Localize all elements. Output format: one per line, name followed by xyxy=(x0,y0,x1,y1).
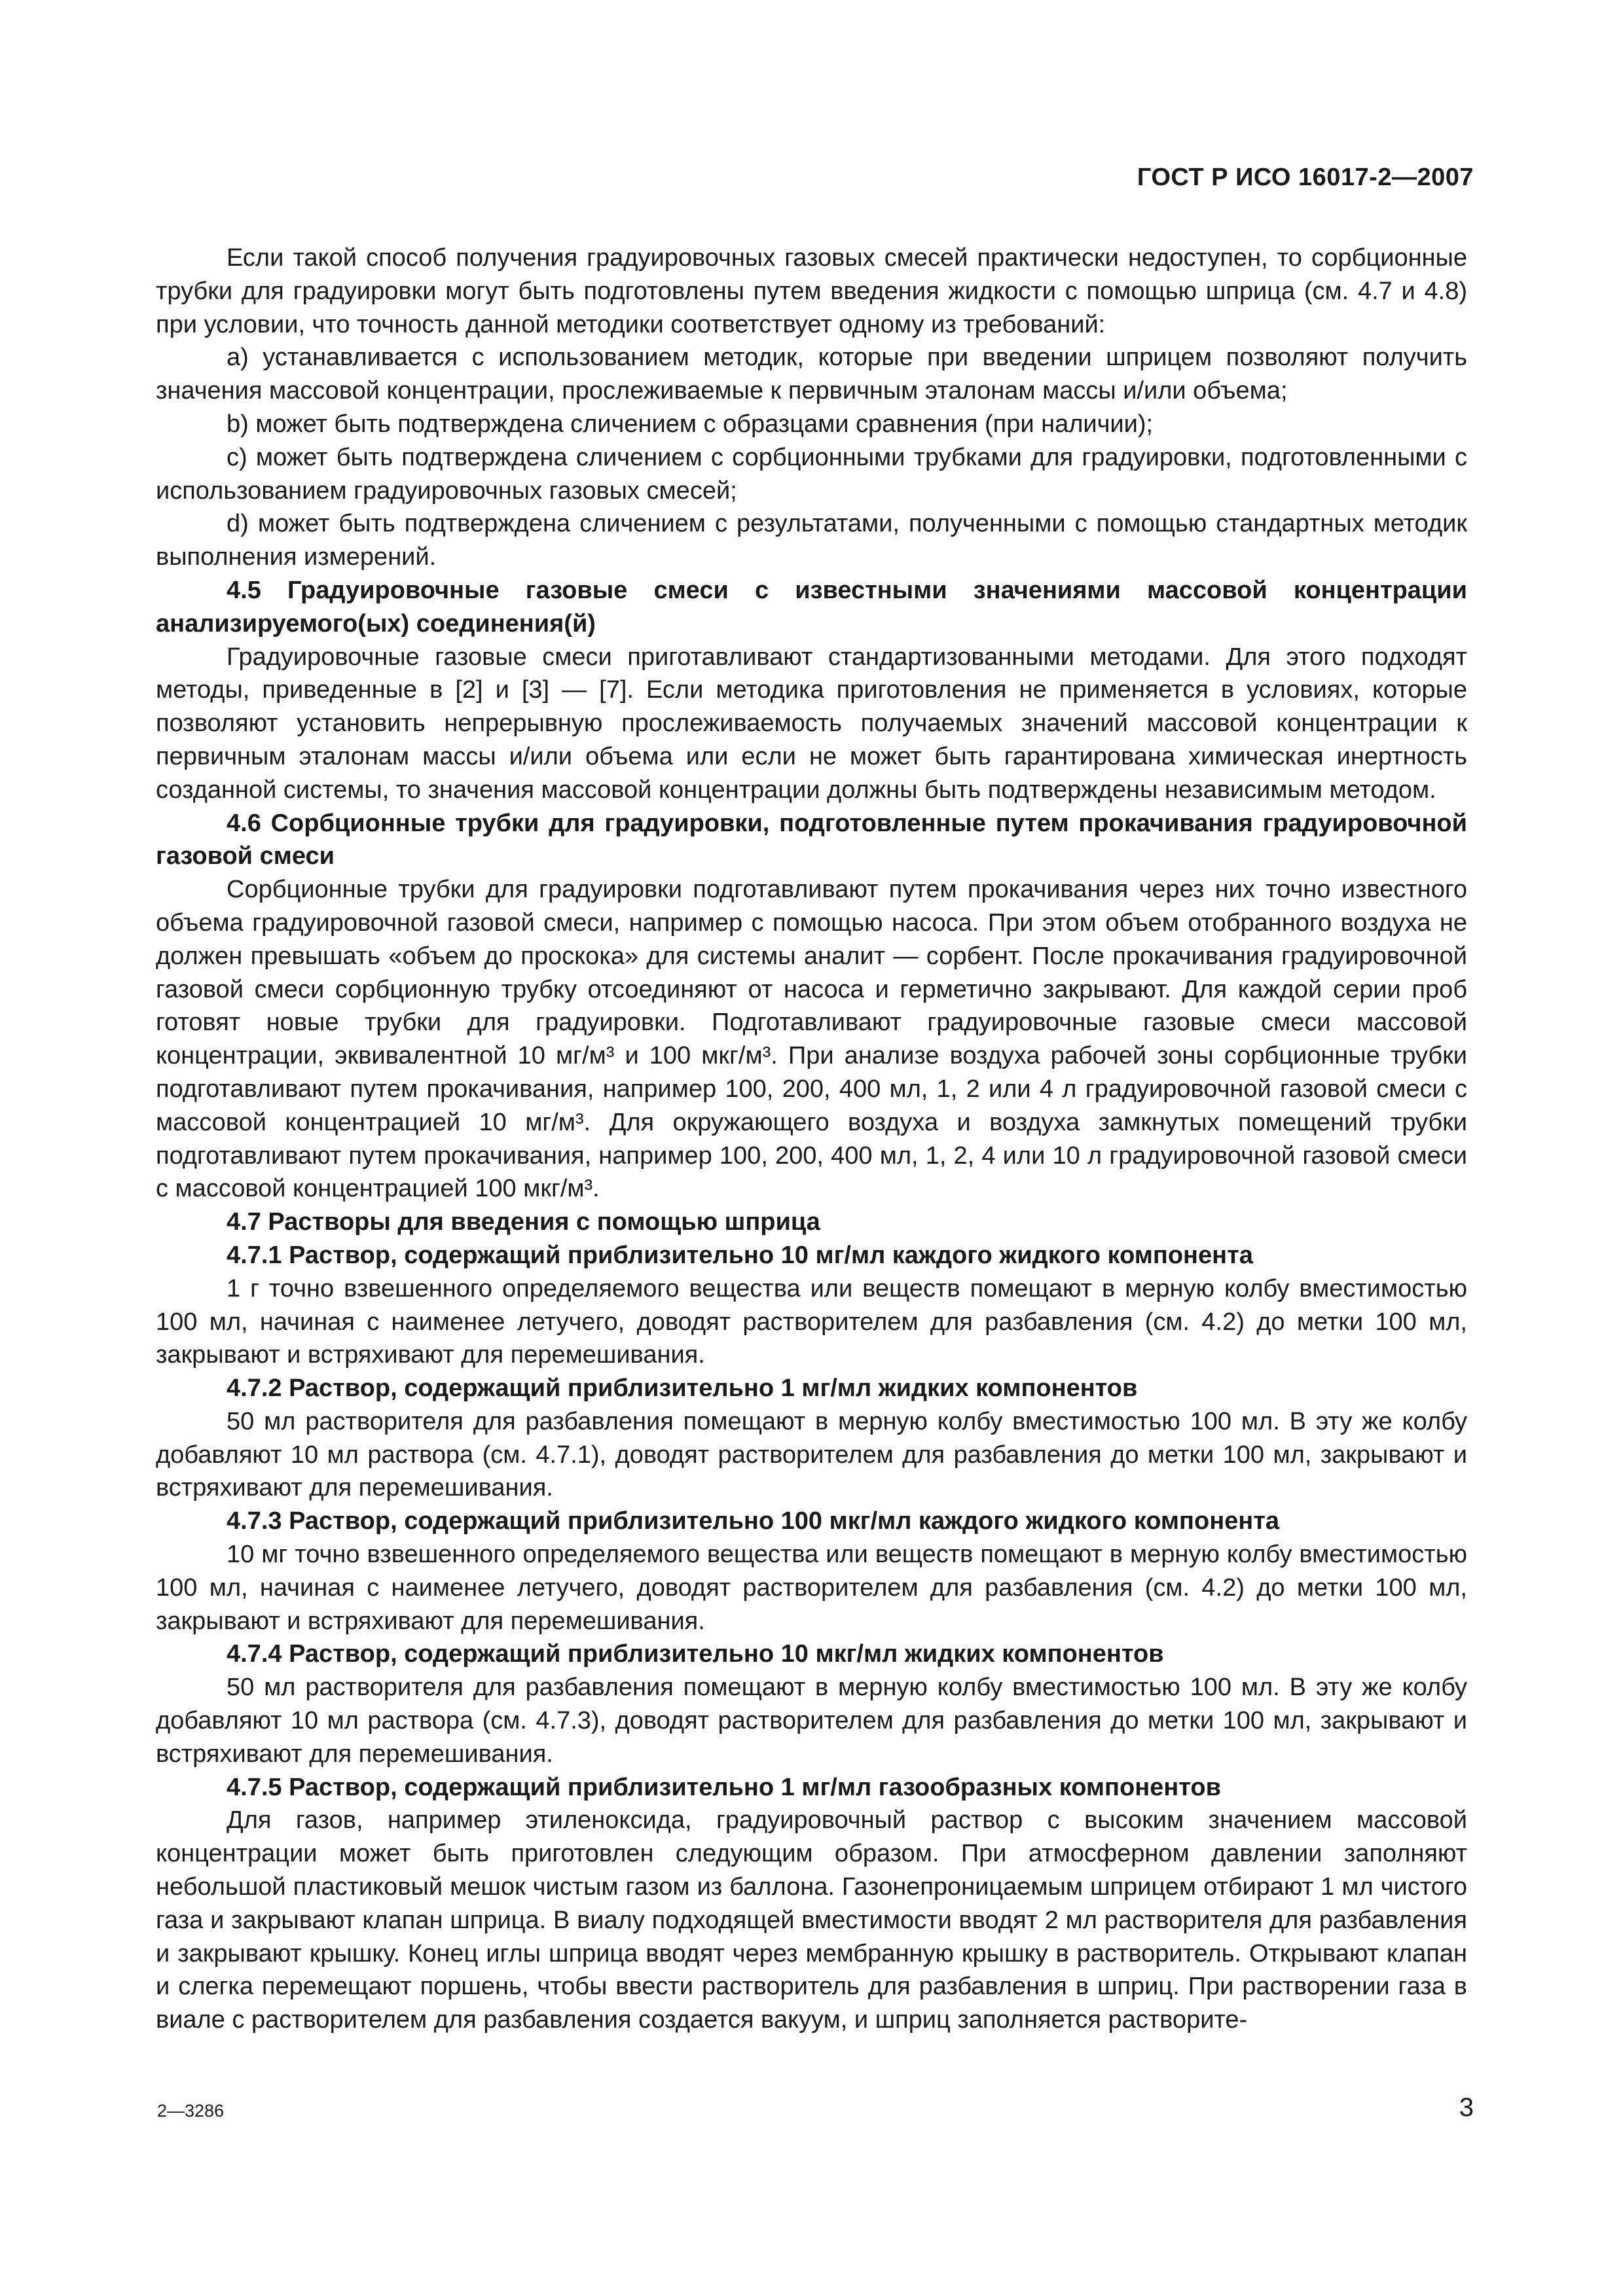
section-heading-4-6: 4.6 Сорбционные трубки для градуировки, подготовленные путем прокачивания градуировочной газовой смеси xyxy=(156,809,1467,870)
paragraph: 1 г точно взвешенного определяемого вещества или веществ помещают в мерную колбу вместимостью 100 мл, начиная с наименее летучего, доводят растворителем для разбавления (см. 4.2) до метки 100 мл, закрывают и встряхивают для перемешивания. xyxy=(156,1274,1467,1369)
paragraph: 10 мг точно взвешенного определяемого вещества или веществ помещают в мерную колбу вместимостью 100 мл, начиная с наименее летучего, доводят растворителем для разбавления (см. 4.2) до метки 100 мл, закрывают и встряхивают для перемешивания. xyxy=(156,1541,1467,1635)
section-heading-4-7-3: 4.7.3 Раствор, содержащий приблизительно 100 мкг/мл каждого жидкого компонента xyxy=(227,1507,1279,1535)
list-item-c: c) может быть подтверждена сличением с сорбционными трубками для градуировки, подготовленными с использованием градуировочных газовых смесей; xyxy=(156,443,1467,505)
section-heading-4-5: 4.5 Градуировочные газовые смеси с известными значениями массовой концентрации анализируемого(ых) соединения(й) xyxy=(156,576,1467,637)
document-body xyxy=(156,242,1467,2037)
paragraph: 50 мл растворителя для разбавления помещают в мерную колбу вместимостью 100 мл. В эту же колбу добавляют 10 мл раствора (см. 4.7.3), доводят растворителем для разбавления до метки 100 мл, закрывают и встряхивают для перемешивания. xyxy=(156,1674,1467,1768)
section-heading-4-7: 4.7 Растворы для введения с помощью шприца xyxy=(227,1208,820,1236)
list-item-a: a) устанавливается с использованием методик, которые при введении шприцем позволяют получить значения массовой концентрации, прослеживаемые к первичным эталонам массы и/или объема; xyxy=(156,344,1467,405)
paragraph: Градуировочные газовые смеси приготавливают стандартизованными методами. Для этого подходят методы, приведенные в [2] и [3] — [7]. Если методика приготовления не применяется в условиях, которые позволяют установить непрерывную прослеживаемость получаемых значений массовой концентрации к первичным эталонам массы и/или объема или если не может быть гарантирована химическая инертность созданной системы, то значения массовой концентрации должны быть подтверждены независимым методом. xyxy=(156,643,1467,804)
section-heading-4-7-1: 4.7.1 Раствор, содержащий приблизительно 10 мг/мл каждого жидкого компонента xyxy=(227,1241,1253,1269)
section-heading-4-7-5: 4.7.5 Раствор, содержащий приблизительно 1 мг/мл газообразных компонентов xyxy=(227,1773,1221,1801)
section-heading-4-7-4: 4.7.4 Раствор, содержащий приблизительно 10 мкг/мл жидких компонентов xyxy=(227,1640,1164,1668)
list-item-d: d) может быть подтверждена сличением с результатами, полученными с помощью стандартных методик выполнения измерений. xyxy=(156,510,1467,571)
list-item-b: b) может быть подтверждена сличением с образцами сравнения (при наличии); xyxy=(227,410,1154,438)
footer-code: 2—3286 xyxy=(157,2101,225,2121)
document-id-header: ГОСТ Р ИСО 16017-2—2007 xyxy=(1137,164,1474,191)
page-number: 3 xyxy=(1459,2093,1474,2122)
paragraph: 50 мл растворителя для разбавления помещают в мерную колбу вместимостью 100 мл. В эту же колбу добавляют 10 мл раствора (см. 4.7.1), доводят растворителем для разбавления до метки 100 мл, закрывают и встряхивают для перемешивания. xyxy=(156,1407,1467,1502)
section-heading-4-7-2: 4.7.2 Раствор, содержащий приблизительно 1 мг/мл жидких компонентов xyxy=(227,1374,1138,1403)
paragraph: Сорбционные трубки для градуировки подготавливают путем прокачивания через них точно известного объема градуировочной газовой смеси, например с помощью насоса. При этом объем отобранного воздуха не должен превышать «объем до проскока» для системы аналит — сорбент. После прокачивания градуировочной газовой смеси сорбционную трубку отсоединяют от насоса и герметично закрывают. Для каждой серии проб готовят новые трубки для градуировки. Подготавливают градуировочные газовые смеси массовой концентрации, эквивалентной 10 мг/м³ и 100 мкг/м³. При анализе воздуха рабочей зоны сорбционные трубки подготавливают путем прокачивания, например 100, 200, 400 мл, 1, 2 или 4 л градуировочной газовой смеси с массовой концентрацией 10 мг/м³. Для окружающего воздуха и воздуха замкнутых помещений трубки подготавливают путем прокачивания, например 100, 200, 400 мл, 1, 2, 4 или 10 л градуировочной газовой смеси с массовой концентрацией 100 мкг/м³. xyxy=(156,876,1467,1203)
paragraph: Для газов, например этиленоксида, градуировочный раствор с высоким значением массовой концентрации может быть приготовлен следующим образом. При атмосферном давлении заполняют небольшой пластиковый мешок чистым газом из баллона. Газонепроницаемым шприцем отбирают 1 мл чистого газа и закрывают клапан шприца. В виалу подходящей вместимости вводят 2 мл растворителя для разбавления и закрывают крышку. Конец иглы шприца вводят через мембранную крышку в растворитель. Открывают клапан и слегка перемещают поршень, чтобы ввести растворитель для разбавления в шприц. При растворении газа в виале с растворителем для разбавления создается вакуум, и шприц заполняется растворите- xyxy=(156,1806,1467,2034)
paragraph: Если такой способ получения градуировочных газовых смесей практически недоступен, то сорбционные трубки для градуировки могут быть подготовлены путем введения жидкости с помощью шприца (см. 4.7 и 4.8) при условии, что точность данной методики соответствует одному из требований: xyxy=(156,244,1467,338)
